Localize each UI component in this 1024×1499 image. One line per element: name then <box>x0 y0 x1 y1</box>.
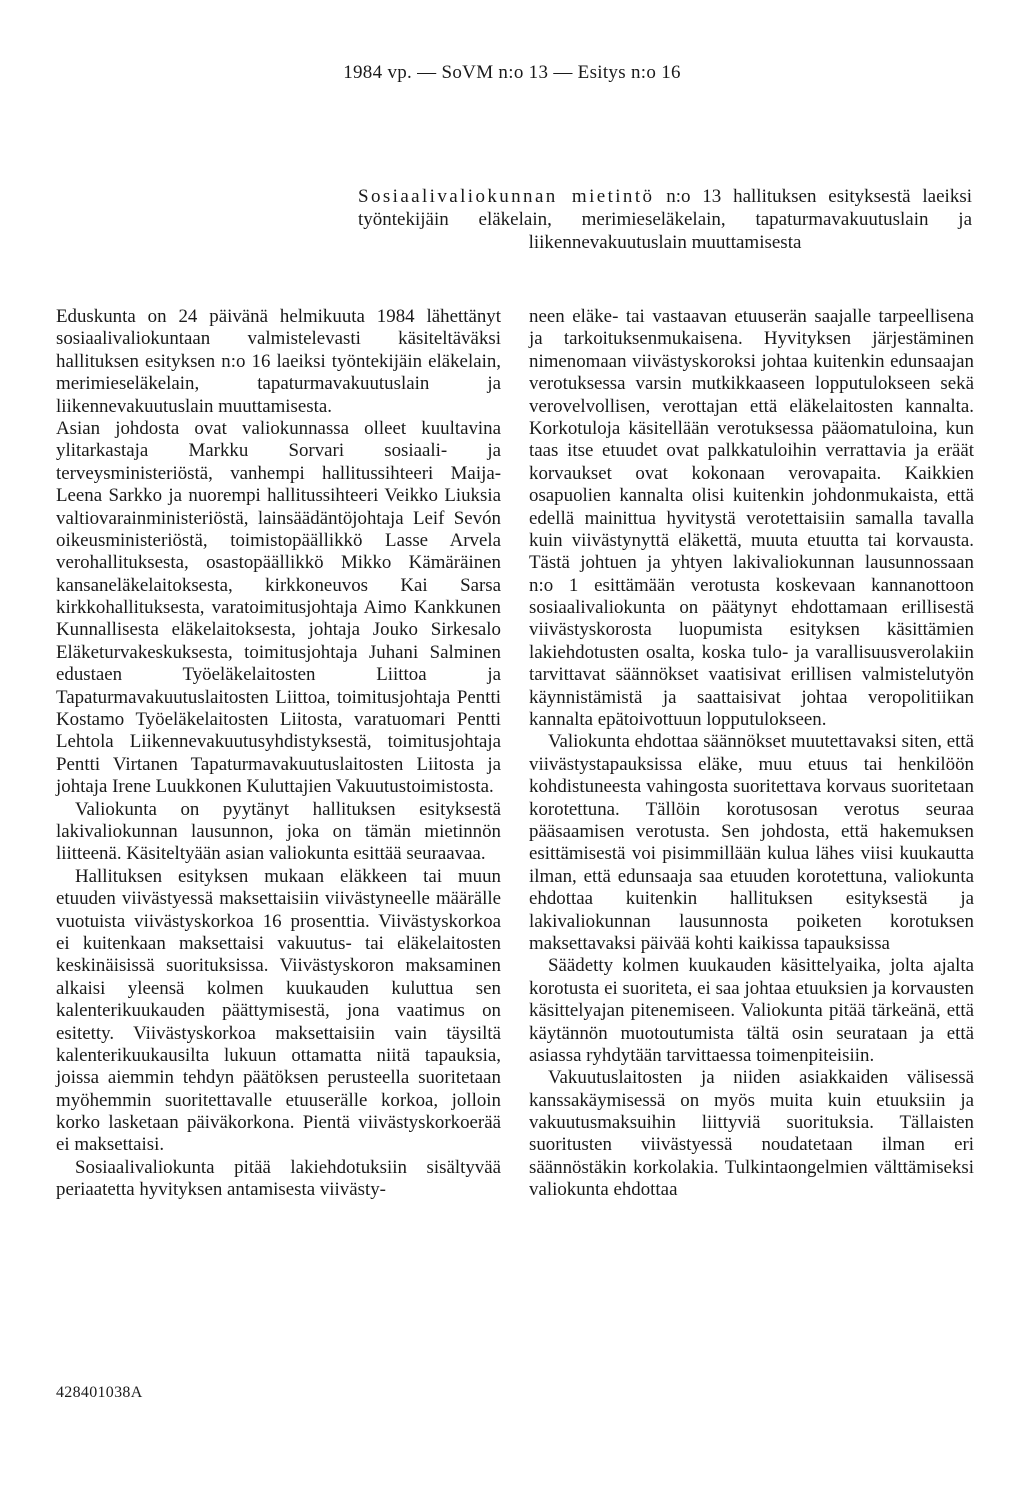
document-title <box>358 186 972 254</box>
paragraph-committee-view: Sosiaalivaliokunta pitää lakiehdotuksiin sisältyvää periaatetta hyvityksen antamisesta viivästy- <box>56 1156 501 1201</box>
paragraph-hearings: Asian johdosta ovat valiokunnassa olleet kuultavina ylitarkastaja Markku Sorvari sosiaali- ja terveysministeriöstä, vanhempi hallitussihteeri Maija-Leena Sarkko ja nuorempi hallitussihteeri Veikko Liuksia valtiovarainministeriöstä, lainsäädäntöjohtaja Leif Sevón oikeusministeriöstä, toimistopäällikkö Lasse Arvela verohallituksesta, osastopäällikkö Mikko Kämäräinen kansaneläkelaitoksesta, kirkkoneuvos Kai Sarsa kirkkohallituksesta, varatoimitusjohtaja Aimo Kankkunen Kunnallisesta eläkelaitoksesta, johtaja Jouko Sirkesalo Eläketurvakeskuksesta, toimitusjohtaja Juhani Salminen edustaen Työeläkelaitosten Liittoa ja Tapaturmavakuutuslaitosten Liittoa, toimitusjohtaja Pentti Kostamo Työeläkelaitosten Liitosta, varatuomari Pentti Lehtola Liikennevakuutusyhdistyksestä, toimitusjohtaja Pentti Virtanen Tapaturmavakuutuslaitosten Liitosta ja johtaja Irene Luukkonen Kuluttajien Vakuutustoimistosta. <box>56 417 501 798</box>
print-code: 428401038A <box>56 1384 143 1401</box>
left-column <box>56 306 501 1202</box>
paragraph-proposal-summary: Hallituksen esityksen mukaan eläkkeen tai muun etuuden viivästyessä maksettaisiin viivästyneelle määrälle vuotuista viivästyskorkoa 16 prosenttia. Viivästyskorkoa ei kuitenkaan maksettaisi vakuutus- tai eläkelaitosten keskinäisissä suorituksissa. Viivästyskoron maksaminen alkaisi yleensä kolmen kuukauden kuluttua sen kalenterikuukauden päättymisestä, jona vaatimus on esitetty. Viivästyskorkoa maksettaisiin vain täysiltä kalenterikuukausilta lukuun ottamatta niitä tapauksia, joissa aiemmin tehdyn päätöksen perusteella suoritetaan myöhemmin suoritettavalle etuuserälle korkoa, jolloin korko lasketaan päiväkorkona. Pientä viivästyskorkoerää ei maksettaisi. <box>56 865 501 1156</box>
title-text: n:o 13 hallituksen esityksestä laeiksi työntekijäin eläkelain, merimieseläkelain, tapaturmavakuutuslain ja liikennevakuutuslain muuttamisesta <box>358 186 972 253</box>
right-column <box>529 306 974 1202</box>
running-title: 1984 vp. — SoVM n:o 13 — Esitys n:o 16 <box>343 62 681 83</box>
paragraph-interest-act: Vakuutuslaitosten ja niiden asiakkaiden välisessä kanssakäymisessä on myös muita kuin etuuksiin ja vakuutusmaksuihin liittyviä suorituksia. Tällaisten suoritusten viivästyessä noudatetaan ilman eri säännöstäkin korkolakia. Tulkintaongelmien välttämiseksi valiokunta ehdottaa <box>529 1067 974 1201</box>
paragraph-taxation: neen eläke- tai vastaavan etuuserän saajalle tarpeellisena ja tarkoituksenmukaisena. Hyvityksen järjestäminen nimenomaan viivästyskoroksi johtaa kuitenkin edunsaajan verotuksessa varsin mutkikkaaseen lopputulokseen sekä verovelvollisen, verottajan että eläkelaitosten kannalta. Korkotuloja käsitellään verotuksessa pääomatuloina, kun taas itse etuudet ovat palkkatuloihin verrattavia ja eräät korvaukset ovat kokonaan verovapaita. Kaikkien osapuolien kannalta olisi kuitenkin johdonmukaista, että edellä mainittua hyvitystä verotettaisiin samalla tavalla kuin viivästynyttä eläkettä, muuta etuutta tai korvausta. Tästä johtuen ja yhtyen lakivaliokunnan lausunnossaan n:o 1 esittämään verotusta koskevaan kannanottoon sosiaalivaliokunta on päätynyt ehdottamaan erillisestä viivästyskorosta luopumista esityksen käsittämien lakiehdotusten osalta, koska tulo- ja varallisuusverolakiin tarvittavat säännökset vaatisivat erillisen valmistelutyön käynnistämistä ja saattaisivat johtaa veropolitiikan kannalta epätoivottuun lopputulokseen. <box>529 306 974 731</box>
paragraph-statement-request: Valiokunta on pyytänyt hallituksen esityksestä lakivaliokunnan lausunnon, joka on tämän mietinnön liitteenä. Käsiteltyään asian valiokunta esittää seuraavaa. <box>56 798 501 865</box>
paragraph-processing-time: Säädetty kolmen kuukauden käsittelyaika, jolta ajalta korotusta ei suoriteta, ei saa johtaa etuuksien ja korvausten käsittelyajan pitenemiseen. Valiokunta pitää tärkeänä, että käytännön muotoutumista tältä osin seurataan ja että asiassa ryhdytään tarvittaessa toimenpiteisiin. <box>529 955 974 1066</box>
running-header <box>0 62 1024 84</box>
paragraph-referral: Eduskunta on 24 päivänä helmikuuta 1984 lähettänyt sosiaalivaliokuntaan valmistelevasti käsiteltäväksi hallituksen esityksen n:o 16 laeiksi työntekijäin eläkelain, merimieseläkelain, tapaturmavakuutuslain ja liikennevakuutuslain muuttamisesta. <box>56 306 501 417</box>
paragraph-increase-proposal: Valiokunta ehdottaa säännökset muutettavaksi siten, että viivästystapauksissa eläke, muu etuus tai henkilöön kohdistuneesta vahingosta suoritettava korvaus suoritetaan korotettuna. Tällöin korotusosan verotus seuraa pääsaamisen verotusta. Sen johdosta, että hakemuksen esittämisestä voi pisimmillään kulua lähes viisi kuukautta ilman, että edunsaaja saa etuuden korotettuna, valiokunta ehdottaa kuitenkin hallituksen esityksestä ja lakivaliokunnan lausunnosta poiketen korotuksen maksettavaksi päivää kohti kaikissa tapauksissa <box>529 731 974 954</box>
committee-report-label: Sosiaalivaliokunnan mietintö <box>358 186 655 207</box>
